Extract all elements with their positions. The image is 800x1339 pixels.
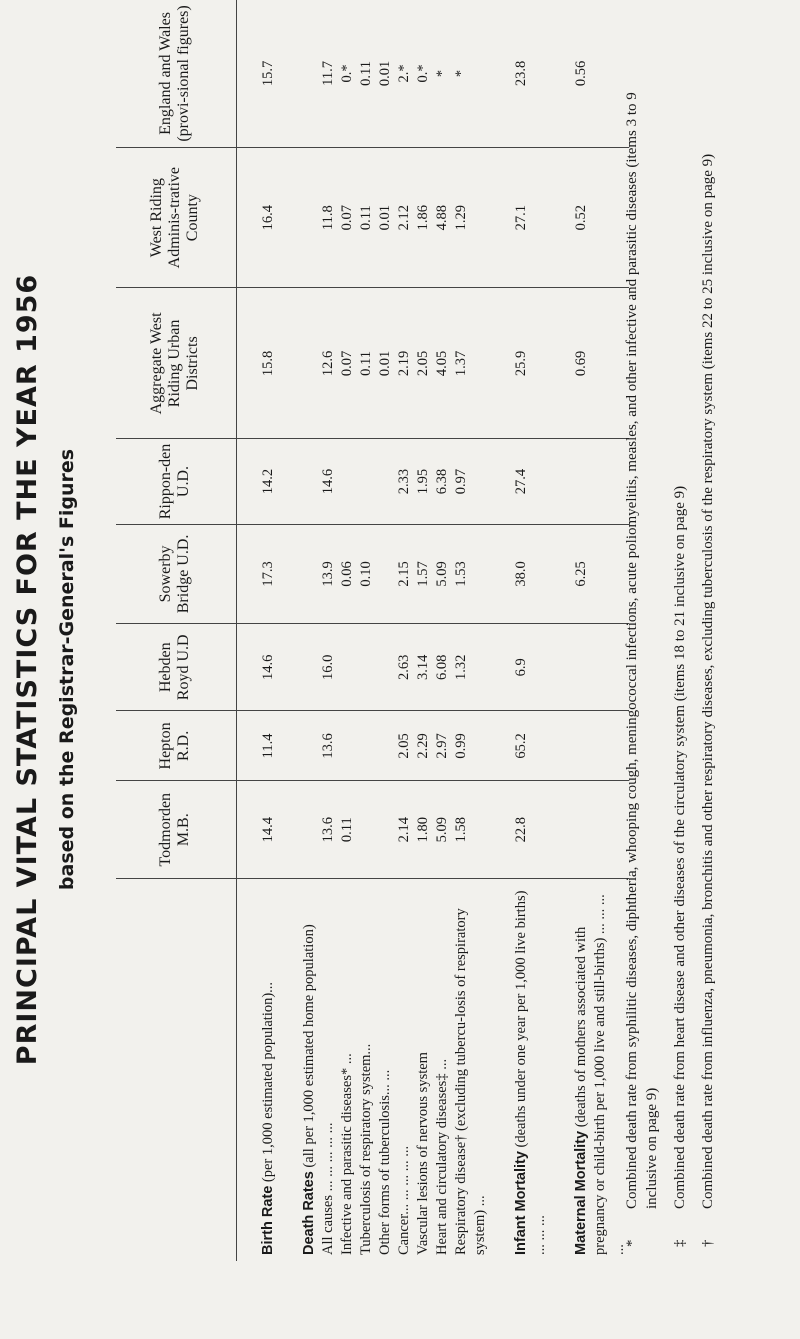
footnote-text: Combined death rate from influenza, pneumonia, bronchitis and other respiratory diseases, excluding tuberculosis of the respiratory system (items 22 to 25 inclusive on page 9) xyxy=(700,153,716,1209)
table-cell: 0.69 xyxy=(550,288,629,439)
table-cell: 65.2 xyxy=(490,711,550,781)
table-cell: 15.8 xyxy=(237,288,279,439)
table-cell: 0.11 xyxy=(357,288,376,439)
table-cell: 0.11 xyxy=(357,147,376,287)
row-label: Cancer... ... ... ... ... xyxy=(396,1145,412,1255)
table-cell xyxy=(550,624,629,711)
table-cell xyxy=(376,524,395,624)
table-cell: 27.4 xyxy=(490,439,550,524)
table-row xyxy=(319,0,338,1261)
table-cell: 16.0 xyxy=(319,624,338,711)
table-cell: 0.10 xyxy=(357,524,376,624)
table-cell: 0.07 xyxy=(338,288,357,439)
table-cell: 0.11 xyxy=(357,0,376,147)
footnotes xyxy=(622,69,726,1249)
table-cell: 1.53 xyxy=(452,524,490,624)
table-cell: 14.2 xyxy=(237,439,279,524)
table-cell: 11.4 xyxy=(237,711,279,781)
table-cell: * xyxy=(452,0,490,147)
statistics-table xyxy=(116,0,629,1261)
table-cell: 15.7 xyxy=(237,0,279,147)
column-header: Hepton R.D. xyxy=(116,711,237,781)
row-label: Death Rates xyxy=(301,1171,317,1255)
row-label: Other forms of tuberculosis... ... xyxy=(377,1069,393,1255)
footnote xyxy=(622,69,662,1249)
table-cell: 1.57 xyxy=(414,524,433,624)
table-cell: 13.9 xyxy=(319,524,338,624)
table-cell xyxy=(550,781,629,879)
table-row xyxy=(414,0,433,1261)
table-cell: 25.9 xyxy=(490,288,550,439)
row-label: All causes ... ... ... ... ... xyxy=(320,1122,336,1255)
table-row xyxy=(395,0,414,1261)
table-cell xyxy=(338,624,357,711)
table-cell: 17.3 xyxy=(237,524,279,624)
table-cell xyxy=(376,781,395,879)
table-cell: 1.32 xyxy=(452,624,490,711)
table-cell: 0.97 xyxy=(452,439,490,524)
table-cell xyxy=(550,439,629,524)
table-cell: 16.4 xyxy=(237,147,279,287)
table-cell: 1.95 xyxy=(414,439,433,524)
table-cell xyxy=(376,624,395,711)
table-cell: 2.63 xyxy=(395,624,414,711)
footnote xyxy=(670,69,690,1249)
table-cell: 0.07 xyxy=(338,147,357,287)
row-label: Heart and circulatory diseases‡ ... xyxy=(434,1058,450,1255)
row-label: Tuberculosis of respiratory system... xyxy=(358,1043,374,1255)
table-cell: 14.4 xyxy=(237,781,279,879)
table-cell: 1.37 xyxy=(452,288,490,439)
column-header: Todmorden M.B. xyxy=(116,781,237,879)
page-subtitle: based on the Registrar-General's Figures xyxy=(56,448,78,891)
table-cell: 0.56 xyxy=(550,0,629,147)
table-row: Death Rates (all per 1,000 estimated home population) xyxy=(278,0,319,1261)
table-cell: 0.11 xyxy=(338,781,357,879)
table-cell: 27.1 xyxy=(490,147,550,287)
table-cell xyxy=(376,439,395,524)
table-cell: 4.88 xyxy=(433,147,452,287)
table-cell: 2.12 xyxy=(395,147,414,287)
table-cell xyxy=(357,711,376,781)
row-label: Infective and parasitic diseases* ... xyxy=(339,1053,355,1255)
column-header: Aggregate West Riding Urban Districts xyxy=(116,288,237,439)
table-cell: 3.14 xyxy=(414,624,433,711)
table-cell: 0.06 xyxy=(338,524,357,624)
page-title: PRINCIPAL VITAL STATISTICS FOR THE YEAR 1956 xyxy=(12,273,43,1066)
table-cell: 1.86 xyxy=(414,147,433,287)
table-cell: 2.* xyxy=(395,0,414,147)
row-label: Infant Mortality xyxy=(513,1151,529,1255)
table-cell: 2.05 xyxy=(395,711,414,781)
table-cell xyxy=(550,711,629,781)
table-cell: 2.33 xyxy=(395,439,414,524)
table-cell: 6.25 xyxy=(550,524,629,624)
table-row: Maternal Mortality (deaths of mothers associated with pregnancy or child-birth per 1,000 live and still-births) ... ... ... ... 6.25 0.69 0.52 0.56 xyxy=(550,0,629,1261)
table-row: Infant Mortality (deaths under one year per 1,000 live births) ... ... ... 22.8 65.2 6.9 38.0 27.4 25.9 27.1 23.8 xyxy=(490,0,550,1261)
table-cell xyxy=(357,624,376,711)
footnote-symbol: * xyxy=(624,1239,640,1247)
table-cell: 4.05 xyxy=(433,288,452,439)
table-cell: 1.58 xyxy=(452,781,490,879)
table-cell: 0.99 xyxy=(452,711,490,781)
footnote xyxy=(698,69,718,1249)
column-header: England and Wales (provi-sional figures) xyxy=(116,0,237,147)
table-row xyxy=(357,0,376,1261)
row-label: Vascular lesions of nervous system xyxy=(415,1052,431,1255)
table-cell xyxy=(357,439,376,524)
table-cell: 11.7 xyxy=(319,0,338,147)
table-cell: 0.* xyxy=(338,0,357,147)
table-cell: 6.38 xyxy=(433,439,452,524)
table-cell: 0.01 xyxy=(376,0,395,147)
table-cell: 13.6 xyxy=(319,781,338,879)
table-cell: 14.6 xyxy=(319,439,338,524)
row-label: Respiratory disease† (excluding tubercu-losis of respiratory system) ... xyxy=(453,908,488,1255)
footnote-text: Combined death rate from syphilitic diseases, diphtheria, whooping cough, meningococcal infections, acute poliomyelitis, measles, and other infective and parasitic diseases (items 3 to 9 inclusive on page 9) xyxy=(624,92,660,1209)
table-cell: 0.01 xyxy=(376,288,395,439)
column-header: Rippon-den U.D. xyxy=(116,439,237,524)
table-cell xyxy=(357,781,376,879)
table-cell: 1.29 xyxy=(452,147,490,287)
table-cell: 1.80 xyxy=(414,781,433,879)
table-row: Birth Rate (per 1,000 estimated population)... 14.4 11.4 14.6 17.3 14.2 15.8 16.4 15.7 xyxy=(237,0,279,1261)
table-cell: 2.19 xyxy=(395,288,414,439)
table-cell: 38.0 xyxy=(490,524,550,624)
row-label: Birth Rate xyxy=(260,1185,276,1255)
column-header: West Riding Adminis-trative County xyxy=(116,147,237,287)
table-cell: 0.01 xyxy=(376,147,395,287)
row-label: Maternal Mortality xyxy=(573,1130,589,1255)
table-row xyxy=(338,0,357,1261)
table-cell: 2.15 xyxy=(395,524,414,624)
table-cell: 5.09 xyxy=(433,781,452,879)
table-cell: 6.08 xyxy=(433,624,452,711)
table-row xyxy=(433,0,452,1261)
table-cell: 14.6 xyxy=(237,624,279,711)
table-cell: 23.8 xyxy=(490,0,550,147)
table-cell: * xyxy=(433,0,452,147)
table-cell: 11.8 xyxy=(319,147,338,287)
table-cell: 2.97 xyxy=(433,711,452,781)
footnote-symbol: ‡ xyxy=(672,1239,688,1247)
footnote-symbol: † xyxy=(700,1239,716,1247)
table-cell: 12.6 xyxy=(319,288,338,439)
table-cell: 22.8 xyxy=(490,781,550,879)
table-cell: 5.09 xyxy=(433,524,452,624)
table-cell: 2.05 xyxy=(414,288,433,439)
table-row xyxy=(376,0,395,1261)
column-header: Hebden Royd U.D xyxy=(116,624,237,711)
table-cell: 13.6 xyxy=(319,711,338,781)
table-cell: 2.14 xyxy=(395,781,414,879)
table-cell xyxy=(338,711,357,781)
table-cell: 0.* xyxy=(414,0,433,147)
table-cell: 6.9 xyxy=(490,624,550,711)
table-cell xyxy=(376,711,395,781)
table-row xyxy=(452,0,490,1261)
table-cell: 0.52 xyxy=(550,147,629,287)
table-cell: 2.29 xyxy=(414,711,433,781)
footnote-text: Combined death rate from heart disease and other diseases of the circulatory system (items 18 to 21 inclusive on page 9) xyxy=(672,485,688,1209)
table-cell xyxy=(338,439,357,524)
column-header: Sowerby Bridge U.D. xyxy=(116,524,237,624)
column-header-row xyxy=(116,0,237,1261)
